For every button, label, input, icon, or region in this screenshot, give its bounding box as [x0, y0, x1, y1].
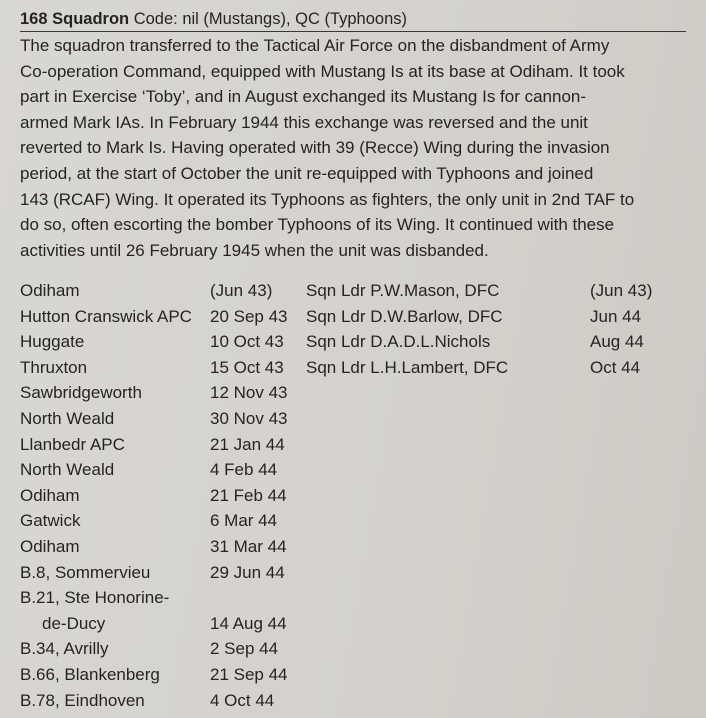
- base-date: 20 Sep 43: [210, 306, 288, 326]
- base-place: Llanbedr APC: [20, 434, 125, 454]
- base-place: Odiham: [20, 536, 80, 556]
- base-place: Sawbridgeworth: [20, 383, 142, 403]
- squadron-heading: [20, 9, 407, 29]
- base-place: B.8, Sommervieu: [20, 562, 151, 582]
- base-date: 21 Jan 44: [210, 434, 285, 454]
- base-date: 6 Mar 44: [210, 511, 278, 531]
- base-place: B.66, Blankenberg: [20, 664, 160, 684]
- base-date: 15 Oct 43: [210, 357, 284, 377]
- base-place: de-Ducy: [42, 613, 106, 633]
- paragraph-line: The squadron transferred to the Tactical Air Force on the disbandment of Army: [20, 36, 610, 55]
- commander-row: [306, 304, 666, 330]
- base-date: 31 Mar 44: [210, 536, 287, 556]
- paragraph-line: do so, often escorting the bomber Typhoons of its Wing. It continued with these: [20, 215, 615, 235]
- base-place: B.21, Ste Honorine-: [20, 588, 170, 608]
- base-date: 12 Nov 43: [210, 383, 288, 403]
- base-date: 21 Sep 44: [210, 664, 288, 684]
- commander-date: Aug 44: [590, 332, 644, 352]
- squadron-codes: Code: nil (Mustangs), QC (Typhoons): [133, 10, 407, 28]
- history-paragraph: [20, 33, 700, 263]
- base-date: 2 Sep 44: [210, 639, 279, 659]
- commander-name: Sqn Ldr D.W.Barlow, DFC: [306, 306, 503, 326]
- base-place: B.78, Eindhoven: [20, 690, 145, 710]
- base-place: Odiham: [20, 281, 80, 300]
- base-date: 29 Jun 44: [210, 562, 285, 582]
- paragraph-line: reverted to Mark Is. Having operated with 39 (Recce) Wing during the invasion: [20, 138, 610, 158]
- base-date: 21 Feb 44: [210, 485, 287, 505]
- commander-date: (Jun 43): [590, 281, 653, 300]
- base-place: Huggate: [20, 332, 85, 352]
- base-place: Gatwick: [20, 511, 81, 531]
- base-date: 4 Oct 44: [210, 690, 275, 710]
- commander-row: [306, 278, 666, 304]
- base-place: North Weald: [20, 408, 115, 428]
- paragraph-line: period, at the start of October the unit re-equipped with Typhoons and joined: [20, 163, 594, 183]
- base-place: Hutton Cranswick APC: [20, 306, 192, 326]
- squadron-number: 168 Squadron: [20, 10, 130, 28]
- commander-row: [306, 355, 666, 381]
- base-place: North Weald: [20, 460, 115, 480]
- base-place: Thruxton: [20, 357, 88, 377]
- commander-name: Sqn Ldr D.A.D.L.Nichols: [306, 332, 491, 352]
- commanders-list: [306, 278, 666, 380]
- commander-row: [306, 329, 666, 355]
- heading-rule: [20, 31, 686, 32]
- base-date: 4 Feb 44: [210, 460, 278, 480]
- base-place: B.34, Avrilly: [20, 639, 109, 659]
- paragraph-line: Co-operation Command, equipped with Mustang Is at its base at Odiham. It took: [20, 61, 625, 81]
- commander-date: Jun 44: [590, 306, 642, 326]
- paragraph-line: 143 (RCAF) Wing. It operated its Typhoons as fighters, the only unit in 2nd TAF to: [20, 189, 635, 209]
- commander-name: Sqn Ldr L.H.Lambert, DFC: [306, 357, 509, 377]
- commander-name: Sqn Ldr P.W.Mason, DFC: [306, 281, 500, 300]
- paragraph-line: part in Exercise ‘Toby’, and in August exchanged its Mustang Is for cannon-: [20, 87, 587, 107]
- base-place: Odiham: [20, 485, 80, 505]
- base-date: 10 Oct 43: [210, 332, 284, 352]
- base-date: (Jun 43): [210, 281, 273, 300]
- base-date: 30 Nov 43: [210, 408, 288, 428]
- paragraph-line: activities until 26 February 1945 when the unit was disbanded.: [20, 240, 489, 260]
- paragraph-line: armed Mark IAs. In February 1944 this exchange was reversed and the unit: [20, 112, 588, 132]
- commander-date: Oct 44: [590, 357, 641, 377]
- base-date: 14 Aug 44: [210, 613, 287, 633]
